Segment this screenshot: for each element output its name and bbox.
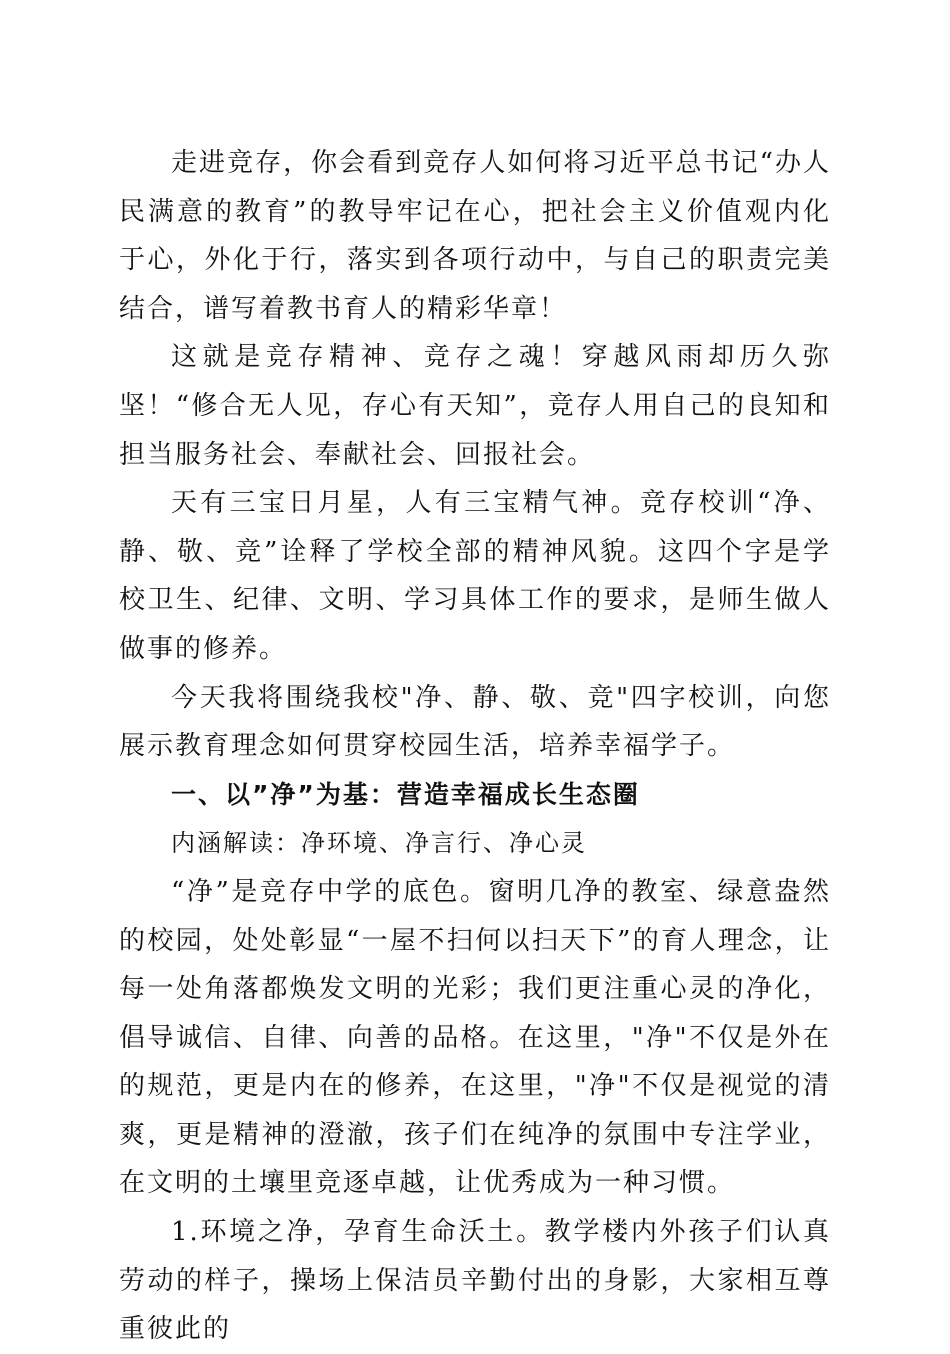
section-heading: 一、以”净”为基：营造幸福成长生态圈 [171,779,640,809]
paragraph-overview: 今天我将围绕我校"净、静、敬、竞"四字校训，向您展示教育理念如何贯穿校园生活，培养幸福学子。 [119,682,831,762]
paragraph-environment: 1.环境之净，孕育生命沃土。教学楼内外孩子们认真劳动的样子，操场上保洁员辛勤付出的身影，大家相互尊重彼此的 [119,1217,831,1345]
paragraph-intro: 走进竞存，你会看到竞存人如何将习近平总书记“办人民满意的教育”的教导牢记在心，把社会主义价值观内化于心，外化于行，落实到各项行动中，与自己的职责完美结合，谱写着教书育人的精彩华章！ [119,148,831,324]
document-body [119,139,831,1354]
paragraph-motto: 天有三宝日月星，人有三宝精气神。竞存校训“净、静、敬、竞”诠释了学校全部的精神风貌。这四个字是学校卫生、纪律、文明、学习具体工作的要求，是师生做人做事的修养。 [119,488,831,664]
section-intro: 内涵解读：净环境、净言行、净心灵 [171,829,587,858]
paragraph-spirit: 这就是竞存精神、竞存之魂！穿越风雨却历久弥坚！“修合无人见，存心有天知”，竞存人用自己的良知和担当服务社会、奉献社会、回报社会。 [119,342,831,470]
paragraph-cleanliness: “净”是竞存中学的底色。窗明几净的教室、绿意盎然的校园，处处彰显“一屋不扫何以扫天下”的育人理念，让每一处角落都焕发文明的光彩；我们更注重心灵的净化，倡导诚信、自律、向善的品格。在这里，"净"不仅是外在的规范，更是内在的修养，在这里，"净"不仅是视觉的清爽，更是精神的澄澈，孩子们在纯净的氛围中专注学业，在文明的土壤里竞逐卓越，让优秀成为一种习惯。 [119,876,831,1199]
